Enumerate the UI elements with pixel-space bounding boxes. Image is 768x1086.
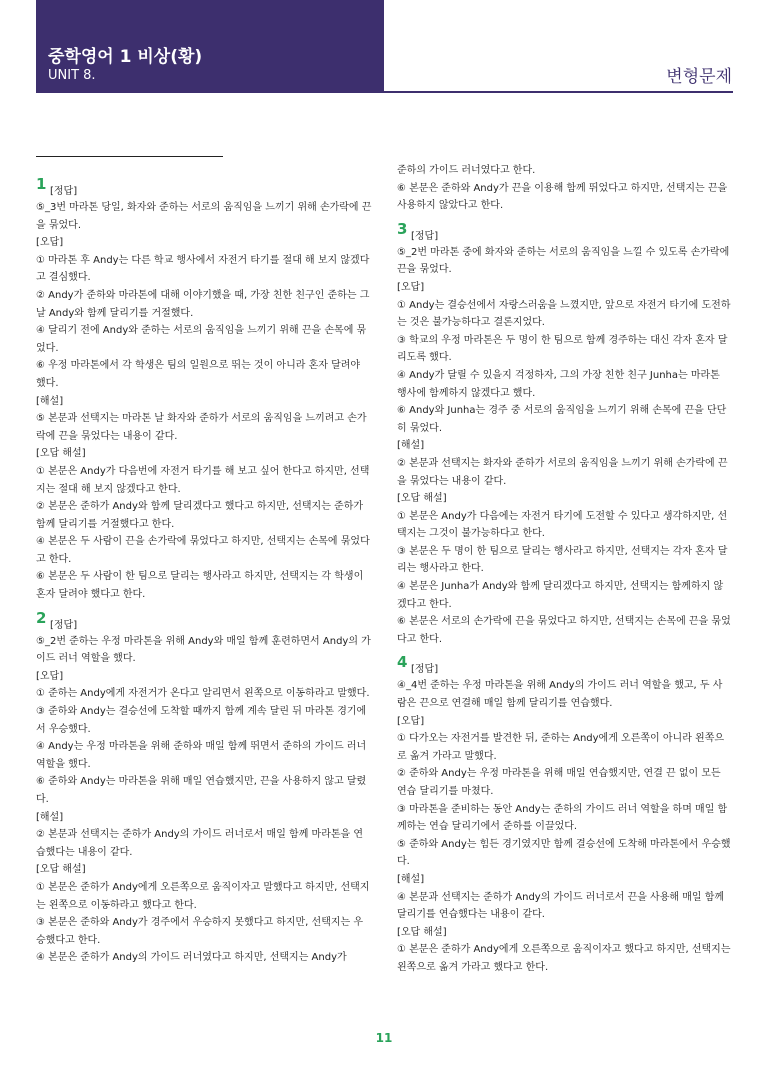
answer-label: [정답] [50,186,78,197]
answer-paragraph: ⑤_2번 마라톤 중에 화자와 준하는 서로의 움직임을 느낄 수 있도록 손가락에 끈을 묶었다. [397,246,730,276]
right-column [397,162,731,977]
answer-paragraph: [해설] [397,440,425,452]
answer-paragraph: ① 마라톤 후 Andy는 다른 학교 행사에서 자전거 타기를 절대 해 보지 않겠다고 결심했다. [36,254,370,284]
question-header [36,609,372,633]
answer-paragraph: ④ Andy는 우정 마라톤을 위해 준하와 매일 함께 뛰면서 준하의 가이드 러너 역할을 했다. [36,741,367,770]
answer-label: [정답] [411,230,439,242]
answer-paragraph: 준하의 가이드 러너였다고 한다. [397,165,536,176]
page-number: 11 [375,1031,393,1045]
answer-label: [정답] [411,664,439,676]
answer-paragraph: ① 준하는 Andy에게 자전거가 온다고 알리면서 왼쪽으로 이동하라고 말했다. [36,688,370,700]
question-number: 3 [397,219,408,238]
answer-paragraph: ② Andy가 준하와 마라톤에 대해 이야기했을 때, 가장 친한 친구인 준하는 그날 Andy와 함께 달리기를 거절했다. [36,289,370,319]
answer-paragraph: ④ 달리기 전에 Andy와 준하는 서로의 움직임을 느끼기 위해 끈을 손목에 묶었다. [36,325,367,354]
answer-paragraph: ① 다가오는 자전거를 발견한 뒤, 준하는 Andy에게 오른쪽이 아니라 왼쪽으로 옮겨 가라고 말했다. [397,733,725,762]
header-divider [36,91,733,93]
answer-paragraph: ④ 본문은 준하가 Andy의 가이드 러너였다고 하지만, 선택지는 Andy가 [36,952,347,964]
answer-paragraph: ② 준하와 Andy는 우정 마라톤을 위해 매일 연습했지만, 연결 끈 없이 모든 연습 달리기를 마쳤다. [397,768,721,797]
answer-paragraph: ④_4번 준하는 우정 마라톤을 위해 Andy의 가이드 러너 역할을 했고, 두 사람은 끈으로 연결해 매일 함께 달리기를 연습했다. [397,680,723,710]
answer-paragraph: ② 본문과 선택지는 화자와 준하가 서로의 움직임을 느끼기 위해 손가락에 끈을 묶었다는 내용이 같다. [397,457,728,487]
answer-paragraph: ⑤_2번 준하는 우정 마라톤을 위해 Andy와 매일 함께 훈련하면서 Andy의 가이드 러너 역할을 했다. [36,635,371,665]
answer-paragraph: ③ 준하와 Andy는 결승선에 도착할 때까지 함께 계속 달린 뒤 마라톤 경기에서 우승했다. [36,706,367,735]
question-number: 1 [36,175,47,193]
answer-paragraph: [오답 해설] [36,864,86,876]
question-header [397,653,731,677]
section-rule [36,156,223,157]
answer-paragraph: [오답 해설] [36,448,86,460]
answer-label: [정답] [50,619,78,631]
answer-paragraph: ⑥ 본문은 서로의 손가락에 끈을 묶었다고 하지만, 선택지는 손목에 끈을 묶었다고 한다. [397,616,731,645]
answer-paragraph: [해설] [36,811,64,823]
answer-paragraph: [오답] [36,670,64,682]
answer-paragraph: [해설] [36,395,64,407]
answer-paragraph: ⑥ Andy와 Junha는 경주 중 서로의 움직임을 느끼기 위해 손목에 끈을 단단히 묶었다. [397,405,727,434]
question-header [397,220,731,244]
answer-paragraph: [오답 해설] [397,926,447,938]
answer-paragraph: ① 본문은 Andy가 다음번에 자전거 타기를 해 보고 싶어 한다고 하지만, 선택지는 절대 해 보지 않겠다고 한다. [36,465,370,495]
answer-paragraph: [해설] [397,873,425,885]
answer-paragraph: ③ 마라톤을 준비하는 동안 Andy는 준하의 가이드 러너 역할을 하며 매일 함께하는 연습 달리기에서 준하를 이끌었다. [397,803,728,833]
answer-paragraph: ⑥ 본문은 두 사람이 한 팀으로 달리는 행사라고 하지만, 선택지는 각 학생이 혼자 달려야 했다고 한다. [36,571,364,601]
answer-paragraph: ⑥ 우정 마라톤에서 각 학생은 팀의 일원으로 뛰는 것이 아니라 혼자 달려야 했다. [36,360,361,389]
answer-paragraph: ④ 본문과 선택지는 준하가 Andy의 가이드 러너로서 끈을 사용해 매일 함께 달리기를 연습했다는 내용이 같다. [397,891,725,921]
answer-paragraph: ① 본문은 Andy가 다음에는 자전거 타기에 도전할 수 있다고 생각하지만, 선택지는 그것이 불가능하다고 한다. [397,510,728,540]
unit-label: UNIT 8. [48,68,96,83]
answer-paragraph: ③ 학교의 우정 마라톤은 두 명이 한 팀으로 함께 경주하는 대신 각자 혼자 달리도록 했다. [397,334,728,364]
question-number: 4 [397,653,408,672]
answer-paragraph: ① Andy는 결승선에서 자랑스러움을 느꼈지만, 앞으로 자전거 타기에 도전하는 것은 불가능하다고 결론지었다. [397,299,731,329]
answer-paragraph: [오답 해설] [397,493,447,505]
answer-paragraph: ① 본문은 준하가 Andy에게 오른쪽으로 움직이자고 말했다고 하지만, 선택지는 왼쪽으로 이동하라고 했다고 한다. [36,881,370,911]
answer-paragraph: ④ Andy가 달릴 수 있을지 걱정하자, 그의 가장 친한 친구 Junha는 마라톤 행사에 함께하지 않겠다고 했다. [397,369,720,399]
answer-paragraph: ③ 본문은 두 명이 한 팀으로 달리는 행사라고 하지만, 선택지는 각자 혼자 달리는 행사라고 한다. [397,545,728,575]
answer-paragraph: ⑥ 본문은 준하와 Andy가 끈을 이용해 함께 뛰었다고 하지만, 선택지는 끈을 사용하지 않았다고 한다. [397,182,728,212]
answer-paragraph: ⑤_3번 마라톤 당일, 화자와 준하는 서로의 움직임을 느끼기 위해 손가락에 끈을 묶었다. [36,202,372,231]
left-column [36,170,372,967]
answer-paragraph: ① 본문은 준하가 Andy에게 오른쪽으로 움직이자고 했다고 하지만, 선택지는 왼쪽으로 옮겨 가라고 했다고 한다. [397,944,731,973]
answer-paragraph: ⑥ 준하와 Andy는 마라톤을 위해 매일 연습했지만, 끈을 사용하지 않고 달렸다. [36,776,367,805]
question-number: 2 [36,608,47,627]
answer-paragraph: [오답] [397,715,425,727]
question-header [36,175,372,199]
answer-paragraph: [오답] [36,237,64,249]
answer-paragraph: ② 본문은 준하가 Andy와 함께 달리겠다고 했다고 하지만, 선택지는 준하가 함께 달리기를 거절했다고 한다. [36,501,364,530]
answer-paragraph: ③ 본문은 준하와 Andy가 경주에서 우승하지 못했다고 하지만, 선택지는 우승했다고 한다. [36,917,364,946]
answer-paragraph: ② 본문과 선택지는 준하가 Andy의 가이드 러너로서 매일 함께 마라톤을 연습했다는 내용이 같다. [36,829,364,858]
answer-paragraph: [오답] [397,281,425,293]
document-type-label: 변형문제 [666,67,732,87]
answer-paragraph: ④ 본문은 Junha가 Andy와 함께 달리겠다고 하지만, 선택지는 함께하지 않겠다고 한다. [397,581,724,610]
answer-paragraph: ⑤ 본문과 선택지는 마라톤 날 화자와 준하가 서로의 움직임을 느끼려고 손가락에 끈을 묶었다는 내용이 같다. [36,413,367,442]
answer-paragraph: ④ 본문은 두 사람이 끈을 손가락에 묶었다고 하지만, 선택지는 손목에 묶었다고 한다. [36,536,370,565]
answer-paragraph: ⑤ 준하와 Andy는 힘든 경기였지만 함께 결승선에 도착해 마라톤에서 우승했다. [397,838,731,868]
book-title: 중학영어 1 비상(황) [48,47,203,67]
